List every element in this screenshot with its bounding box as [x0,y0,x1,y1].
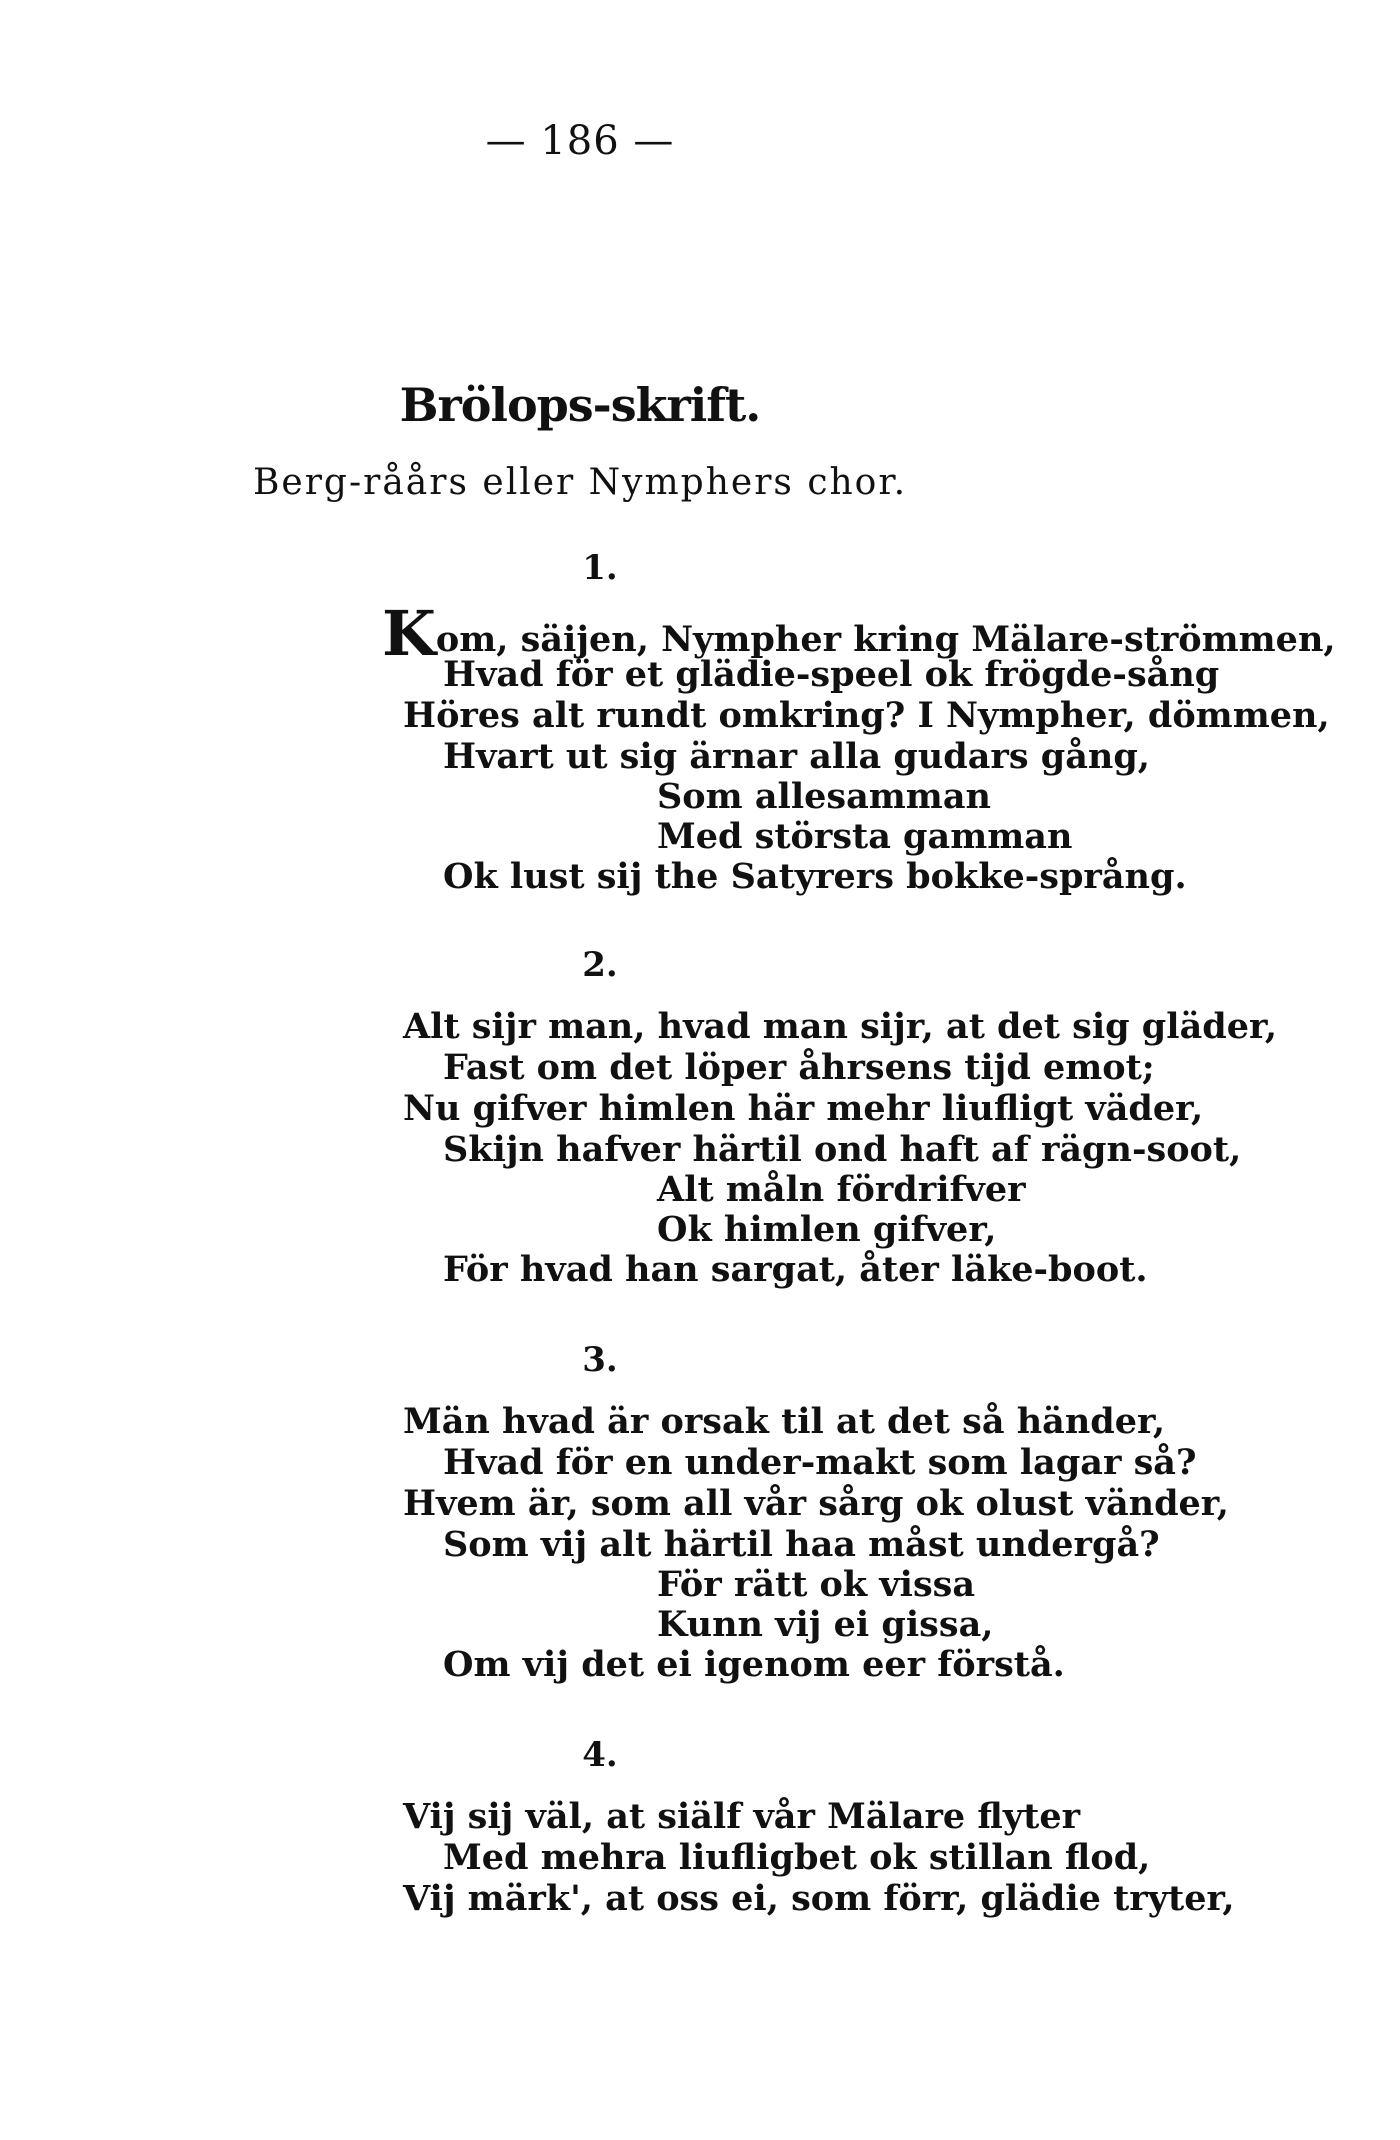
stanza-1-line-6: Med största gamman [657,816,1073,857]
stanza-1-line-5: Som allesamman [657,776,991,817]
stanza-2-line-3: Nu gifver himlen här mehr liufligt väder, [403,1088,1204,1129]
stanza-2-line-7: För hvad han sargat, åter läke-boot. [443,1249,1148,1290]
poem-title: Brölops-skrift. [399,378,761,432]
stanza-3-line-3: Hvem är, som all vår sårg ok olust vänder, [403,1483,1229,1524]
page-number: — 186 — [485,118,675,164]
stanza-3-line-7: Om vij det ei igenom eer förstå. [443,1644,1065,1685]
stanza-1-line-1-text: om, säijen, Nympher kring Mälare-strömmen, [435,619,1336,660]
stanza-3-line-5: För rätt ok vissa [657,1564,976,1605]
stanza-2-line-6: Ok himlen gifver, [657,1209,997,1250]
poem-subtitle: Berg-råårs eller Nymphers chor. [252,462,908,503]
stanza-4-line-1: Vij sij väl, at siälf vår Mälare flyter [403,1796,1081,1837]
stanza-3-line-2: Hvad för en under-makt som lagar så? [443,1442,1197,1483]
stanza-2-line-5: Alt måln fördrifver [657,1169,1026,1210]
stanza-3-line-1: Män hvad är orsak til at det så händer, [403,1401,1166,1442]
stanza-number-1: 1. [582,548,618,588]
stanza-3-line-4: Som vij alt härtil haa måst undergå? [443,1524,1160,1565]
stanza-2-line-4: Skijn hafver härtil ond haft af rägn-soot, [443,1129,1242,1170]
stanza-number-3: 3. [582,1340,618,1380]
stanza-1-line-2: Hvad för et glädie-speel ok frögde-sång [443,654,1220,695]
stanza-1-line-4: Hvart ut sig ärnar alla gudars gång, [443,736,1150,777]
stanza-1-line-7: Ok lust sij the Satyrers bokke-språng. [443,856,1187,897]
stanza-number-4: 4. [582,1735,618,1775]
stanza-2-line-2: Fast om det löper åhrsens tijd emot; [443,1047,1155,1088]
stanza-3-line-6: Kunn vij ei gissa, [657,1604,994,1645]
stanza-number-2: 2. [582,945,618,985]
stanza-1-line-3: Höres alt rundt omkring? I Nympher, dömmen, [403,695,1330,736]
stanza-4-line-3: Vij märk', at oss ei, som förr, glädie tryter, [403,1878,1235,1919]
drop-cap: K [382,597,436,670]
stanza-4-line-2: Med mehra liufligbet ok stillan flod, [443,1837,1151,1878]
stanza-2-line-1: Alt sijr man, hvad man sijr, at det sig gläder, [403,1006,1278,1047]
